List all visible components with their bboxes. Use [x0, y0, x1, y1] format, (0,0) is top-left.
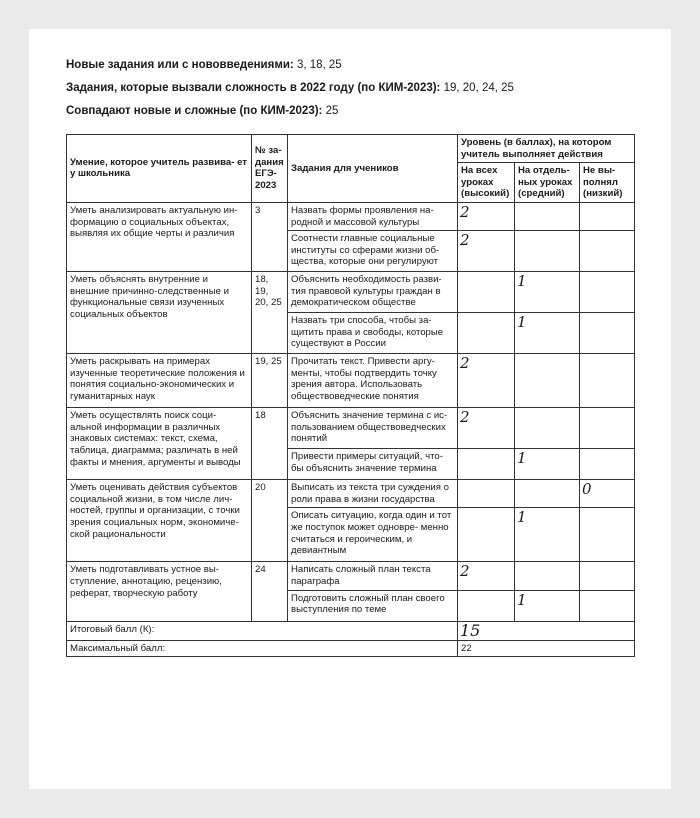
task-number-cell: 3 [252, 202, 288, 271]
task-number-cell: 20 [252, 480, 288, 562]
task-cell: Объяснить значение термина с ис- пользованием обществоведческих понятий [288, 408, 458, 449]
skill-cell: Уметь анализировать актуальную ин- формацию о социальных объектах, выявляя их общие черты и различия [67, 202, 252, 271]
skill-cell: Уметь объяснять внутренние и внешние причинно-следственные и функциональные связи изученных социальных объектов [67, 272, 252, 354]
header-tasks: Задания для учеников [288, 135, 458, 203]
max-label: Максимальный балл: [67, 640, 458, 657]
score-low-cell [580, 231, 635, 272]
header-level-high: На всех уроках (высокий) [458, 163, 515, 203]
score-low-cell: 0 [580, 480, 635, 508]
skill-cell: Уметь осуществлять поиск соци- альной информации в различных знаковых системах: текст, схема, таблица, диаграмма; различать в ней факты и мнения, аргументы и выводы [67, 408, 252, 480]
score-mid-cell [515, 562, 580, 590]
score-high-cell: 2 [458, 408, 515, 449]
total-value: 15 [458, 621, 635, 640]
score-low-cell [580, 449, 635, 480]
task-cell: Соотнести главные социальные институты со сферами жизни об- щества, которые они регулируют [288, 231, 458, 272]
task-number-cell: 18 [252, 408, 288, 480]
header-level-low: Не вы- полнял (низкий) [580, 163, 635, 203]
max-value: 22 [458, 640, 635, 657]
task-cell: Привести примеры ситуаций, что- бы объяснить значение термина [288, 449, 458, 480]
score-low-cell [580, 590, 635, 621]
score-high-cell [458, 480, 515, 508]
table-row [67, 354, 635, 408]
table-body [67, 202, 635, 656]
score-low-cell [580, 272, 635, 313]
header-task-number: № за- дания ЕГЭ- 2023 [252, 135, 288, 203]
header-skill: Умение, которое учитель развива- ет у школьника [67, 135, 252, 203]
score-low-cell [580, 354, 635, 408]
score-high-cell [458, 313, 515, 354]
task-cell: Назвать формы проявления на- родной и массовой культуры [288, 202, 458, 230]
task-number-cell: 19, 25 [252, 354, 288, 408]
skill-cell: Уметь раскрывать на примерах изученные теоретические положения и понятия социально-экономических и гуманитарных наук [67, 354, 252, 408]
score-mid-cell: 1 [515, 313, 580, 354]
score-high-cell [458, 449, 515, 480]
score-mid-cell [515, 202, 580, 230]
intro-line-matching-tasks: Совпадают новые и сложные (по КИМ-2023): 25 [66, 105, 339, 117]
header-level-mid: На отдель- ных уроках (средний) [515, 163, 580, 203]
score-mid-cell: 1 [515, 449, 580, 480]
score-high-cell: 2 [458, 562, 515, 590]
intro-block [66, 58, 646, 127]
score-mid-cell: 1 [515, 272, 580, 313]
task-cell: Выписать из текста три суждения о роли права в жизни государства [288, 480, 458, 508]
score-high-cell [458, 590, 515, 621]
task-cell: Назвать три способа, чтобы за- щитить права и свободы, которые существуют в России [288, 313, 458, 354]
score-low-cell [580, 202, 635, 230]
score-mid-cell [515, 231, 580, 272]
total-row [67, 621, 635, 640]
score-high-cell [458, 272, 515, 313]
skill-cell: Уметь подготавливать устное вы- ступление, аннотацию, рецензию, реферат, творческую работу [67, 562, 252, 621]
score-high-cell: 2 [458, 202, 515, 230]
task-cell: Подготовить сложный план своего выступления по теме [288, 590, 458, 621]
score-mid-cell [515, 408, 580, 449]
score-high-cell [458, 508, 515, 562]
intro-line-difficult-tasks: Задания, которые вызвали сложность в 2022 году (по КИМ-2023): 19, 20, 24, 25 [66, 82, 514, 94]
score-low-cell [580, 508, 635, 562]
table-row [67, 202, 635, 230]
task-number-cell: 18, 19, 20, 25 [252, 272, 288, 354]
total-label: Итоговый балл (К): [67, 621, 458, 640]
score-mid-cell [515, 354, 580, 408]
score-high-cell: 2 [458, 354, 515, 408]
score-low-cell [580, 562, 635, 590]
table-row [67, 480, 635, 508]
score-mid-cell: 1 [515, 508, 580, 562]
score-mid-cell: 1 [515, 590, 580, 621]
skill-cell: Уметь оценивать действия субъектов социальной жизни, в том числе лич- ностей, группы и организации, с точки зрения социальных норм, экономиче- ской рациональности [67, 480, 252, 562]
table-row [67, 408, 635, 449]
skills-table [66, 134, 635, 657]
header-level: Уровень (в баллах), на котором учитель выполняет действия [458, 135, 635, 163]
intro-line-new-tasks: Новые задания или с нововведениями: 3, 18, 25 [66, 59, 342, 71]
score-high-cell: 2 [458, 231, 515, 272]
table-header-row [67, 135, 635, 163]
table-row [67, 562, 635, 590]
task-cell: Написать сложный план текста параграфа [288, 562, 458, 590]
task-cell: Прочитать текст. Привести аргу- менты, чтобы подтвердить точку зрения автора. Использовать обществоведческие понятия [288, 354, 458, 408]
table-row [67, 272, 635, 313]
score-low-cell [580, 313, 635, 354]
document-page [29, 29, 671, 789]
score-low-cell [580, 408, 635, 449]
max-row [67, 640, 635, 657]
score-mid-cell [515, 480, 580, 508]
task-cell: Описать ситуацию, когда один и тот же поступок может одновре- менно считаться и героическим, и девиантным [288, 508, 458, 562]
task-number-cell: 24 [252, 562, 288, 621]
task-cell: Объяснить необходимость разви- тия правовой культуры граждан в демократическом обществе [288, 272, 458, 313]
